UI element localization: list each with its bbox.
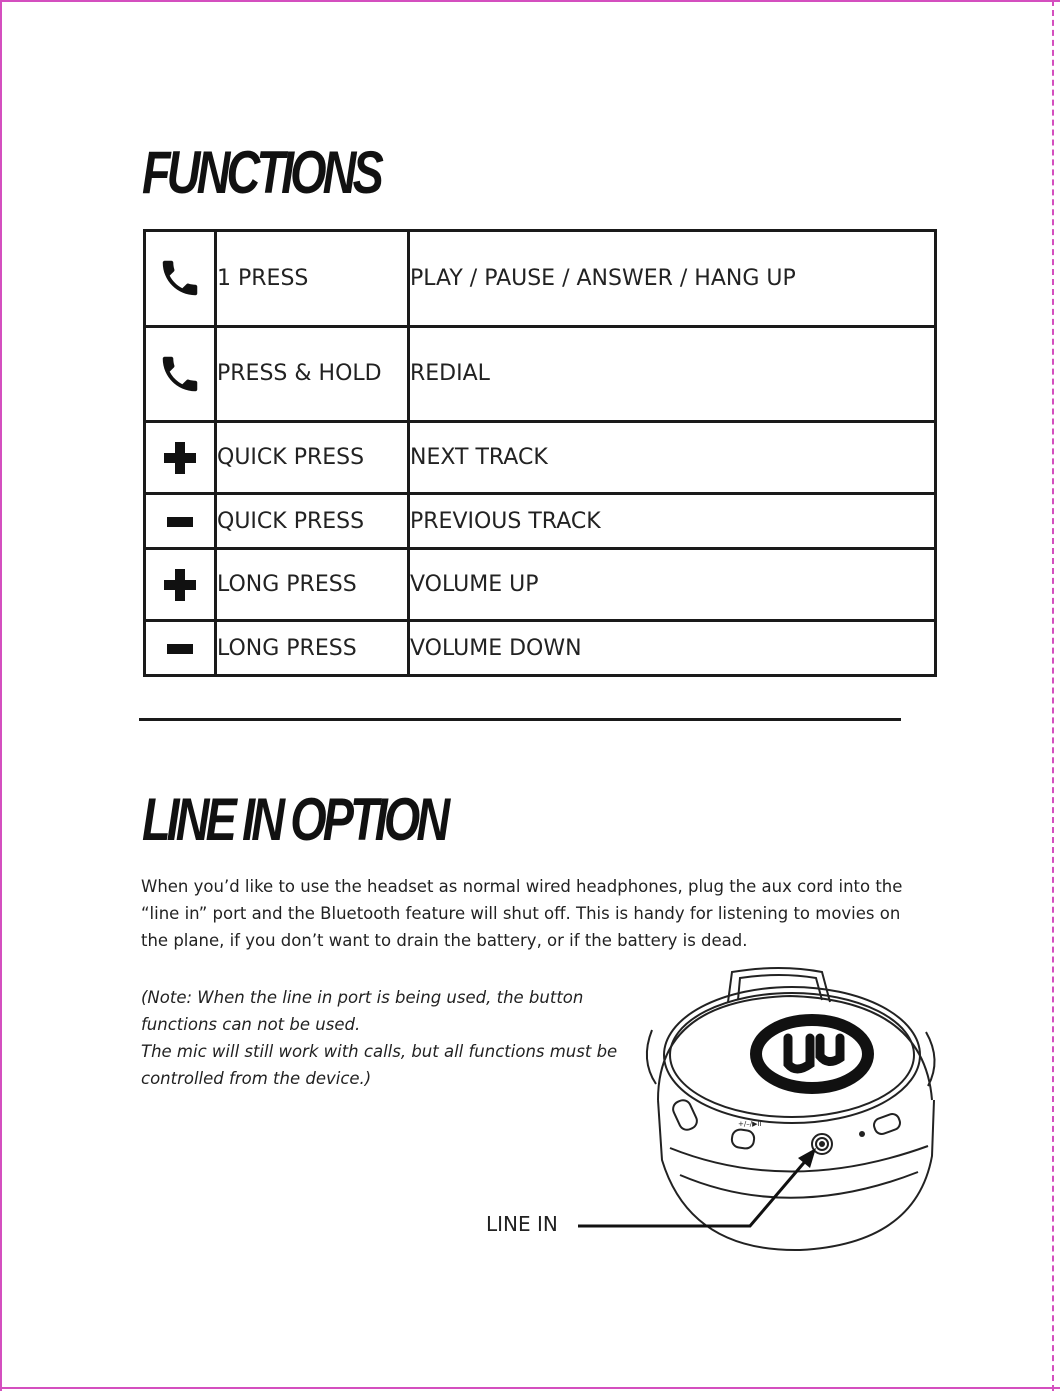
functions-heading: FUNCTIONS bbox=[142, 139, 380, 206]
headset-illustration bbox=[540, 960, 960, 1260]
action-cell: 1 PRESS bbox=[216, 231, 409, 327]
action-cell: QUICK PRESS bbox=[216, 422, 409, 494]
phone-icon bbox=[157, 255, 203, 301]
trim-mark-bottom bbox=[0, 1387, 1060, 1389]
function-cell: NEXT TRACK bbox=[409, 422, 936, 494]
table-row bbox=[145, 549, 936, 621]
note-line: (Note: When the line in port is being used, the button functions can not be used. bbox=[141, 988, 584, 1034]
action-cell: LONG PRESS bbox=[216, 621, 409, 676]
table-row bbox=[145, 494, 936, 549]
line-in-description: When you’d like to use the headset as normal wired headphones, plug the aux cord into the “line in” port and the Bluetooth feature will shut off. This is handy for listening to movies on the plane, if you don’t want to drain the battery, or if the battery is dead. bbox=[141, 877, 903, 950]
svg-text:+/–/▶II: +/–/▶II bbox=[738, 1120, 762, 1128]
minus-icon bbox=[167, 643, 193, 655]
trim-mark-top bbox=[0, 0, 1060, 2]
plus-icon bbox=[163, 441, 197, 475]
trim-mark-right bbox=[1052, 0, 1054, 1391]
icon-cell bbox=[145, 621, 216, 676]
icon-cell bbox=[145, 231, 216, 327]
table-row bbox=[145, 621, 936, 676]
section-divider bbox=[139, 718, 901, 721]
brand-logo bbox=[756, 1020, 868, 1088]
function-cell: REDIAL bbox=[409, 326, 936, 422]
function-cell: VOLUME DOWN bbox=[409, 621, 936, 676]
icon-cell bbox=[145, 326, 216, 422]
plus-icon bbox=[163, 568, 197, 602]
line-in-callout-label: LINE IN bbox=[486, 1212, 558, 1236]
action-cell: LONG PRESS bbox=[216, 549, 409, 621]
line-in-heading: LINE IN OPTION bbox=[142, 786, 447, 853]
functions-table bbox=[143, 229, 937, 677]
action-cell: PRESS & HOLD bbox=[216, 326, 409, 422]
table-row bbox=[145, 422, 936, 494]
icon-cell bbox=[145, 494, 216, 549]
note-line: The mic will still work with calls, but all functions must be controlled from the device.) bbox=[141, 1042, 618, 1088]
minus-icon bbox=[167, 516, 193, 528]
table-row bbox=[145, 231, 936, 327]
phone-icon bbox=[157, 351, 203, 397]
trim-mark-left bbox=[0, 0, 2, 1391]
icon-cell bbox=[145, 549, 216, 621]
function-cell: PREVIOUS TRACK bbox=[409, 494, 936, 549]
function-cell: VOLUME UP bbox=[409, 549, 936, 621]
action-cell: QUICK PRESS bbox=[216, 494, 409, 549]
table-row bbox=[145, 326, 936, 422]
function-cell: PLAY / PAUSE / ANSWER / HANG UP bbox=[409, 231, 936, 327]
icon-cell bbox=[145, 422, 216, 494]
